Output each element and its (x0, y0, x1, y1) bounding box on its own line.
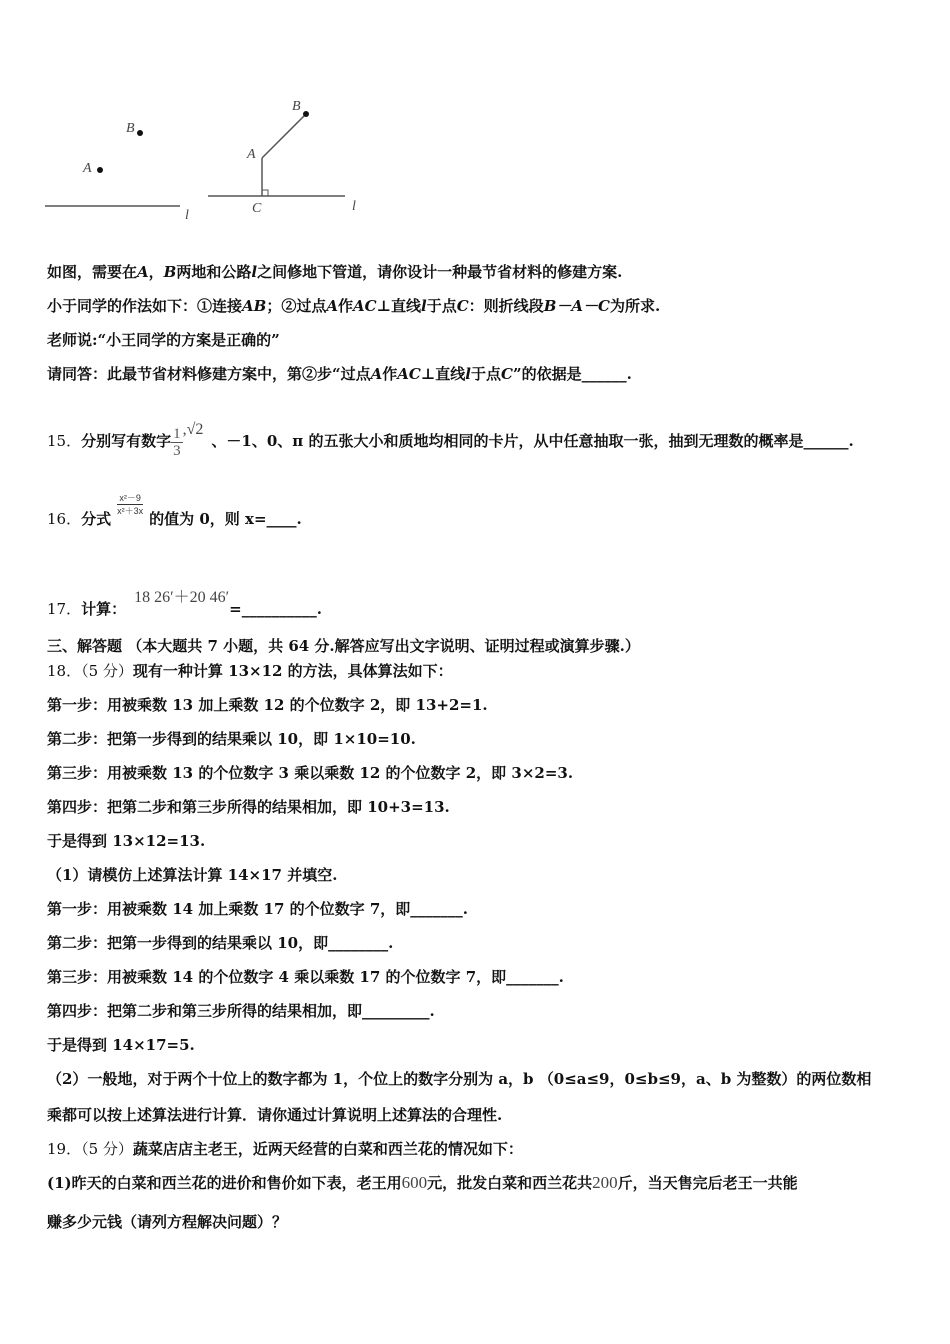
q17-number: 17． (47, 600, 82, 618)
q18-fill-result: 于是得到 14×17=5. (47, 1036, 195, 1054)
section-3-heading: 三、解答题 （本大题共 7 小题，共 64 分.解答应写出文字说明、证明过程或演算步骤.） (47, 637, 640, 655)
left-label-b: B (126, 121, 135, 136)
q16: 16．分式 $\frac{\text{x²－9}}{\text{x²＋3x}}$ 的值为 0，则 x=____. (47, 493, 302, 528)
right-point-b (303, 111, 309, 117)
q18-step-2: 第二步：把第一步得到的结果乘以 10，即 1×10=10. (47, 730, 416, 748)
q16-fraction: $\frac{\text{x²－9}}{\text{x²＋3x}}$ (117, 493, 144, 516)
q18-step-1: 第一步：用被乘数 13 加上乘数 12 的个位数字 2，即 13+2=1. (47, 696, 488, 714)
q15-fraction: $\frac{1}{3}$ (173, 425, 181, 459)
q18-fill-4: 第四步：把第二步和第三步所得的结果相加，即_________. (47, 1002, 435, 1020)
q18-fill-1: 第一步：用被乘数 14 加上乘数 17 的个位数字 7，即_______. (47, 900, 469, 918)
q19-part-1-line-2: 赚多少元钱（请列方程解决问题）？ (47, 1213, 288, 1231)
q15-sqrt: ,√2 (182, 421, 204, 438)
q17: 17．计算：18 26′＋20 46′=__________. (47, 589, 322, 618)
q14-line-2: 小于同学的作法如下：①连接AB；②过点A作AC⊥直线l于点C：则折线段B－A－C为所求. (47, 297, 661, 315)
right-label-a: A (247, 147, 256, 162)
q18-step-3: 第三步：用被乘数 13 的个位数字 3 乘以乘数 12 的个位数字 2，即 3×2=3. (47, 764, 574, 782)
q18-step-4: 第四步：把第二步和第三步所得的结果相加，即 10+3=13. (47, 798, 450, 816)
right-label-b: B (292, 99, 301, 114)
q18-fill-3: 第三步：用被乘数 14 的个位数字 4 乘以乘数 17 的个位数字 7，即_______. (47, 968, 564, 986)
q18-number: 18． (47, 662, 82, 680)
q19-intro: 19．（5 分）蔬菜店店主老王，近两天经营的白菜和西兰花的情况如下： (47, 1140, 523, 1158)
left-label-a: A (83, 161, 92, 176)
q16-number: 16． (47, 510, 82, 528)
q19-part-1-line-1: (1)昨天的白菜和西兰花的进价和售价如下表，老王用600元，批发白菜和西兰花共200斤，当天售完后老王一共能 (47, 1173, 798, 1192)
q18-part-1: （1）请模仿上述算法计算 14×17 并填空. (47, 866, 338, 884)
q14-line-1: 如图，需要在A，B两地和公路l之间修地下管道，请你设计一种最节省材料的修建方案. (47, 263, 623, 281)
q18-result: 于是得到 13×12=13. (47, 832, 206, 850)
q18-part-2-line-2: 乘都可以按上述算法进行计算．请你通过计算说明上述算法的合理性. (47, 1106, 503, 1124)
q17-expression: 18 26′＋20 46′ (134, 589, 230, 606)
left-label-l: l (185, 208, 189, 223)
q18-fill-2: 第二步：把第一步得到的结果乘以 10，即________. (47, 934, 394, 952)
q14-line-4: 请同答：此最节省材料修建方案中，第②步“过点A作AC⊥直线l于点C”的依据是______. (47, 365, 632, 383)
q18-intro: 18．（5 分）现有一种计算 13×12 的方法，具体算法如下： (47, 662, 453, 680)
left-point-a (97, 167, 103, 173)
q19-number: 19． (47, 1140, 82, 1158)
q18-part-2-line-1: （2）一般地，对于两个十位上的数字都为 1，个位上的数字分别为 a，b （0≤a≤9，0≤b≤9，a、b 为整数）的两位数相 (47, 1070, 872, 1088)
left-point-b (137, 130, 143, 136)
q14-line-3: 老师说:“小王同学的方案是正确的” (47, 331, 280, 349)
q15-number: 15． (47, 432, 82, 450)
right-label-c: C (252, 201, 262, 216)
right-label-l: l (352, 199, 356, 214)
segment-ab (262, 114, 306, 158)
right-angle-mark (262, 190, 268, 196)
geometry-figure (0, 0, 950, 230)
q15: 15．分别写有数字 $\frac{1}{3}$ ,√2、－1、0、π 的五张大小和质地均相同的卡片，从中任意抽取一张，抽到无理数的概率是______. (47, 421, 854, 459)
